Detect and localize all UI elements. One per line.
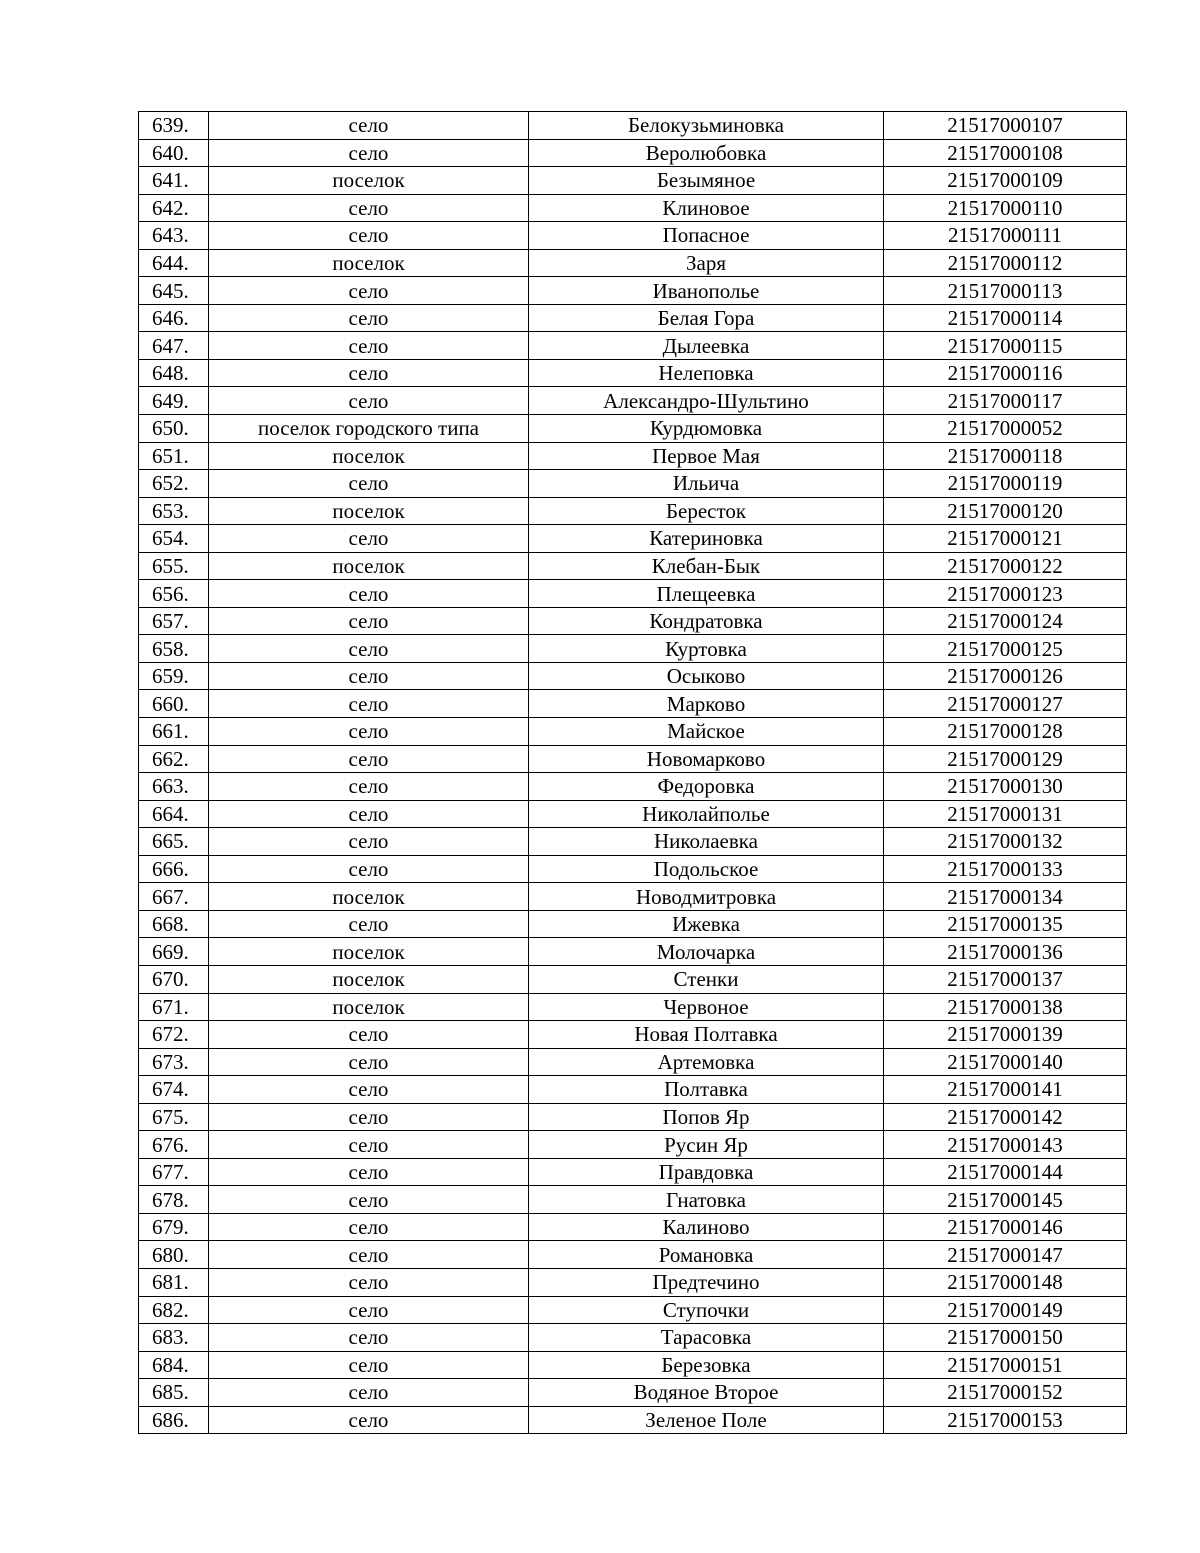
row-number-cell: 641. — [139, 167, 209, 195]
table-row — [139, 1048, 1127, 1076]
settlement-type-cell: поселок — [209, 552, 529, 580]
row-number-cell: 679. — [139, 1213, 209, 1241]
settlement-type-cell: село — [209, 1296, 529, 1324]
settlement-name-cell: Новодмитровка — [529, 883, 884, 911]
settlement-code-cell: 21517000122 — [884, 552, 1127, 580]
settlement-type-cell: поселок — [209, 883, 529, 911]
settlement-code-cell: 21517000115 — [884, 332, 1127, 360]
table-row — [139, 993, 1127, 1021]
settlement-code-cell: 21517000148 — [884, 1268, 1127, 1296]
row-number-cell: 658. — [139, 635, 209, 663]
settlement-code-cell: 21517000141 — [884, 1076, 1127, 1104]
settlement-code-cell: 21517000119 — [884, 470, 1127, 498]
settlement-type-cell: поселок — [209, 965, 529, 993]
settlement-type-cell: село — [209, 662, 529, 690]
row-number-cell: 664. — [139, 800, 209, 828]
row-number-cell: 668. — [139, 910, 209, 938]
table-row — [139, 470, 1127, 498]
row-number-cell: 642. — [139, 194, 209, 222]
settlement-name-cell: Белая Гора — [529, 304, 884, 332]
row-number-cell: 647. — [139, 332, 209, 360]
settlement-code-cell: 21517000143 — [884, 1131, 1127, 1159]
table-row — [139, 635, 1127, 663]
row-number-cell: 640. — [139, 139, 209, 167]
settlement-name-cell: Безымяное — [529, 167, 884, 195]
settlement-name-cell: Молочарка — [529, 938, 884, 966]
settlement-name-cell: Калиново — [529, 1213, 884, 1241]
row-number-cell: 680. — [139, 1241, 209, 1269]
settlement-code-cell: 21517000140 — [884, 1048, 1127, 1076]
settlement-type-cell: поселок — [209, 497, 529, 525]
row-number-cell: 671. — [139, 993, 209, 1021]
settlement-type-cell: село — [209, 1131, 529, 1159]
table-row — [139, 387, 1127, 415]
settlement-code-cell: 21517000112 — [884, 249, 1127, 277]
table-row — [139, 359, 1127, 387]
settlement-type-cell: село — [209, 139, 529, 167]
settlement-code-cell: 21517000113 — [884, 277, 1127, 305]
row-number-cell: 651. — [139, 442, 209, 470]
settlement-name-cell: Попасное — [529, 222, 884, 250]
row-number-cell: 674. — [139, 1076, 209, 1104]
settlement-code-cell: 21517000153 — [884, 1406, 1127, 1434]
settlement-name-cell: Кондратовка — [529, 607, 884, 635]
settlement-type-cell: поселок — [209, 167, 529, 195]
row-number-cell: 681. — [139, 1268, 209, 1296]
settlement-type-cell: село — [209, 332, 529, 360]
settlement-name-cell: Берeсток — [529, 497, 884, 525]
settlement-name-cell: Березовка — [529, 1351, 884, 1379]
settlement-name-cell: Стенки — [529, 965, 884, 993]
settlement-code-cell: 21517000151 — [884, 1351, 1127, 1379]
settlement-type-cell: село — [209, 635, 529, 663]
row-number-cell: 657. — [139, 607, 209, 635]
settlement-name-cell: Марково — [529, 690, 884, 718]
row-number-cell: 669. — [139, 938, 209, 966]
settlement-type-cell: село — [209, 1406, 529, 1434]
settlement-name-cell: Зеленое Поле — [529, 1406, 884, 1434]
table-row — [139, 304, 1127, 332]
row-number-cell: 686. — [139, 1406, 209, 1434]
settlement-name-cell: Иванополье — [529, 277, 884, 305]
table-row — [139, 1241, 1127, 1269]
table-row — [139, 938, 1127, 966]
row-number-cell: 646. — [139, 304, 209, 332]
settlement-code-cell: 21517000110 — [884, 194, 1127, 222]
settlement-name-cell: Николаевка — [529, 828, 884, 856]
table-row — [139, 194, 1127, 222]
settlement-type-cell: поселок — [209, 938, 529, 966]
settlement-type-cell: село — [209, 1186, 529, 1214]
row-number-cell: 652. — [139, 470, 209, 498]
settlement-code-cell: 21517000129 — [884, 745, 1127, 773]
settlement-code-cell: 21517000125 — [884, 635, 1127, 663]
table-row — [139, 1351, 1127, 1379]
table-row — [139, 442, 1127, 470]
settlement-code-cell: 21517000127 — [884, 690, 1127, 718]
row-number-cell: 661. — [139, 718, 209, 746]
settlement-name-cell: Клебан-Бык — [529, 552, 884, 580]
settlement-name-cell: Романовка — [529, 1241, 884, 1269]
settlement-type-cell: село — [209, 773, 529, 801]
settlements-table — [138, 111, 1127, 1434]
table-row — [139, 1186, 1127, 1214]
row-number-cell: 659. — [139, 662, 209, 690]
row-number-cell: 655. — [139, 552, 209, 580]
row-number-cell: 666. — [139, 855, 209, 883]
settlement-type-cell: село — [209, 112, 529, 140]
table-row — [139, 1021, 1127, 1049]
settlement-code-cell: 21517000149 — [884, 1296, 1127, 1324]
table-row — [139, 1213, 1127, 1241]
settlement-code-cell: 21517000126 — [884, 662, 1127, 690]
settlement-name-cell: Плещеевка — [529, 580, 884, 608]
settlement-type-cell: село — [209, 1076, 529, 1104]
table-row — [139, 1268, 1127, 1296]
table-row — [139, 167, 1127, 195]
table-row — [139, 415, 1127, 443]
row-number-cell: 672. — [139, 1021, 209, 1049]
settlement-code-cell: 21517000137 — [884, 965, 1127, 993]
settlement-name-cell: Русин Яр — [529, 1131, 884, 1159]
settlement-name-cell: Попов Яр — [529, 1103, 884, 1131]
row-number-cell: 667. — [139, 883, 209, 911]
table-row — [139, 112, 1127, 140]
settlement-type-cell: село — [209, 800, 529, 828]
settlement-name-cell: Предтечино — [529, 1268, 884, 1296]
settlement-code-cell: 21517000123 — [884, 580, 1127, 608]
table-row — [139, 249, 1127, 277]
settlement-name-cell: Ижевка — [529, 910, 884, 938]
table-row — [139, 332, 1127, 360]
settlement-name-cell: Заря — [529, 249, 884, 277]
row-number-cell: 656. — [139, 580, 209, 608]
settlement-code-cell: 21517000142 — [884, 1103, 1127, 1131]
settlement-type-cell: село — [209, 690, 529, 718]
row-number-cell: 648. — [139, 359, 209, 387]
settlement-code-cell: 21517000121 — [884, 525, 1127, 553]
table-row — [139, 1406, 1127, 1434]
table-row — [139, 1131, 1127, 1159]
settlement-name-cell: Веролюбовка — [529, 139, 884, 167]
settlement-type-cell: село — [209, 1213, 529, 1241]
settlement-name-cell: Первое Мая — [529, 442, 884, 470]
row-number-cell: 665. — [139, 828, 209, 856]
row-number-cell: 682. — [139, 1296, 209, 1324]
settlement-code-cell: 21517000135 — [884, 910, 1127, 938]
settlement-code-cell: 21517000052 — [884, 415, 1127, 443]
table-row — [139, 883, 1127, 911]
table-row — [139, 139, 1127, 167]
settlement-type-cell: село — [209, 745, 529, 773]
settlement-type-cell: поселок — [209, 993, 529, 1021]
settlement-code-cell: 21517000108 — [884, 139, 1127, 167]
row-number-cell: 673. — [139, 1048, 209, 1076]
settlement-name-cell: Артемовка — [529, 1048, 884, 1076]
row-number-cell: 639. — [139, 112, 209, 140]
table-row — [139, 855, 1127, 883]
table-row — [139, 1379, 1127, 1407]
table-row — [139, 773, 1127, 801]
table-row — [139, 1103, 1127, 1131]
settlement-name-cell: Куртовка — [529, 635, 884, 663]
settlement-type-cell: село — [209, 387, 529, 415]
settlement-type-cell: поселок — [209, 249, 529, 277]
table-row — [139, 525, 1127, 553]
table-row — [139, 1076, 1127, 1104]
table-row — [139, 607, 1127, 635]
settlement-code-cell: 21517000133 — [884, 855, 1127, 883]
table-row — [139, 690, 1127, 718]
settlement-type-cell: село — [209, 222, 529, 250]
row-number-cell: 654. — [139, 525, 209, 553]
table-row — [139, 222, 1127, 250]
row-number-cell: 650. — [139, 415, 209, 443]
settlement-name-cell: Тарасовка — [529, 1324, 884, 1352]
settlement-code-cell: 21517000150 — [884, 1324, 1127, 1352]
table-row — [139, 910, 1127, 938]
table-row — [139, 800, 1127, 828]
settlement-type-cell: село — [209, 1379, 529, 1407]
settlement-code-cell: 21517000152 — [884, 1379, 1127, 1407]
row-number-cell: 685. — [139, 1379, 209, 1407]
settlement-name-cell: Осыково — [529, 662, 884, 690]
settlement-code-cell: 21517000146 — [884, 1213, 1127, 1241]
settlement-code-cell: 21517000139 — [884, 1021, 1127, 1049]
settlement-code-cell: 21517000134 — [884, 883, 1127, 911]
settlement-type-cell: село — [209, 1103, 529, 1131]
row-number-cell: 660. — [139, 690, 209, 718]
settlement-type-cell: село — [209, 607, 529, 635]
table-row — [139, 745, 1127, 773]
row-number-cell: 653. — [139, 497, 209, 525]
settlement-name-cell: Полтавка — [529, 1076, 884, 1104]
settlement-name-cell: Катериновка — [529, 525, 884, 553]
row-number-cell: 644. — [139, 249, 209, 277]
settlement-type-cell: село — [209, 1241, 529, 1269]
settlement-name-cell: Новая Полтавка — [529, 1021, 884, 1049]
table-body — [139, 112, 1127, 1434]
settlement-code-cell: 21517000116 — [884, 359, 1127, 387]
settlement-type-cell: село — [209, 194, 529, 222]
settlement-name-cell: Белокузьминовка — [529, 112, 884, 140]
settlement-code-cell: 21517000124 — [884, 607, 1127, 635]
settlement-name-cell: Новомарково — [529, 745, 884, 773]
settlement-type-cell: село — [209, 359, 529, 387]
row-number-cell: 678. — [139, 1186, 209, 1214]
table-row — [139, 1296, 1127, 1324]
settlement-code-cell: 21517000111 — [884, 222, 1127, 250]
settlement-name-cell: Гнатовка — [529, 1186, 884, 1214]
settlement-type-cell: село — [209, 277, 529, 305]
table-row — [139, 828, 1127, 856]
settlement-name-cell: Курдюмовка — [529, 415, 884, 443]
settlement-name-cell: Майское — [529, 718, 884, 746]
row-number-cell: 645. — [139, 277, 209, 305]
row-number-cell: 662. — [139, 745, 209, 773]
settlement-name-cell: Дылеевка — [529, 332, 884, 360]
row-number-cell: 683. — [139, 1324, 209, 1352]
settlement-name-cell: Подольское — [529, 855, 884, 883]
settlement-code-cell: 21517000118 — [884, 442, 1127, 470]
settlement-name-cell: Ильича — [529, 470, 884, 498]
settlement-name-cell: Александро-Шультино — [529, 387, 884, 415]
settlement-code-cell: 21517000136 — [884, 938, 1127, 966]
settlement-type-cell: село — [209, 470, 529, 498]
row-number-cell: 684. — [139, 1351, 209, 1379]
settlement-code-cell: 21517000109 — [884, 167, 1127, 195]
settlement-name-cell: Водяное Второе — [529, 1379, 884, 1407]
settlement-name-cell: Нелеповка — [529, 359, 884, 387]
table-row — [139, 580, 1127, 608]
settlement-type-cell: село — [209, 580, 529, 608]
settlement-code-cell: 21517000145 — [884, 1186, 1127, 1214]
settlement-code-cell: 21517000132 — [884, 828, 1127, 856]
settlement-name-cell: Клиновое — [529, 194, 884, 222]
settlement-type-cell: село — [209, 1351, 529, 1379]
row-number-cell: 676. — [139, 1131, 209, 1159]
row-number-cell: 675. — [139, 1103, 209, 1131]
settlement-code-cell: 21517000117 — [884, 387, 1127, 415]
row-number-cell: 677. — [139, 1158, 209, 1186]
table-row — [139, 718, 1127, 746]
settlement-name-cell: Федоровка — [529, 773, 884, 801]
table-row — [139, 497, 1127, 525]
row-number-cell: 670. — [139, 965, 209, 993]
table-row — [139, 965, 1127, 993]
settlement-type-cell: село — [209, 718, 529, 746]
settlement-code-cell: 21517000138 — [884, 993, 1127, 1021]
table-row — [139, 552, 1127, 580]
settlement-code-cell: 21517000144 — [884, 1158, 1127, 1186]
table-row — [139, 1324, 1127, 1352]
settlement-name-cell: Николайполье — [529, 800, 884, 828]
settlement-type-cell: село — [209, 1324, 529, 1352]
settlement-type-cell: село — [209, 828, 529, 856]
settlement-name-cell: Червоное — [529, 993, 884, 1021]
settlement-code-cell: 21517000130 — [884, 773, 1127, 801]
row-number-cell: 649. — [139, 387, 209, 415]
settlement-name-cell: Правдовка — [529, 1158, 884, 1186]
settlement-type-cell: поселок — [209, 442, 529, 470]
settlement-name-cell: Ступочки — [529, 1296, 884, 1324]
settlement-code-cell: 21517000128 — [884, 718, 1127, 746]
settlement-type-cell: село — [209, 1158, 529, 1186]
row-number-cell: 663. — [139, 773, 209, 801]
settlement-type-cell: село — [209, 525, 529, 553]
settlement-type-cell: поселок городского типа — [209, 415, 529, 443]
settlement-type-cell: село — [209, 910, 529, 938]
settlement-type-cell: село — [209, 855, 529, 883]
settlement-code-cell: 21517000120 — [884, 497, 1127, 525]
table-row — [139, 277, 1127, 305]
settlement-code-cell: 21517000131 — [884, 800, 1127, 828]
settlement-type-cell: село — [209, 1048, 529, 1076]
settlement-type-cell: село — [209, 1021, 529, 1049]
settlement-code-cell: 21517000147 — [884, 1241, 1127, 1269]
settlement-type-cell: село — [209, 304, 529, 332]
table-row — [139, 1158, 1127, 1186]
table-row — [139, 662, 1127, 690]
settlement-code-cell: 21517000107 — [884, 112, 1127, 140]
settlement-type-cell: село — [209, 1268, 529, 1296]
row-number-cell: 643. — [139, 222, 209, 250]
settlement-code-cell: 21517000114 — [884, 304, 1127, 332]
